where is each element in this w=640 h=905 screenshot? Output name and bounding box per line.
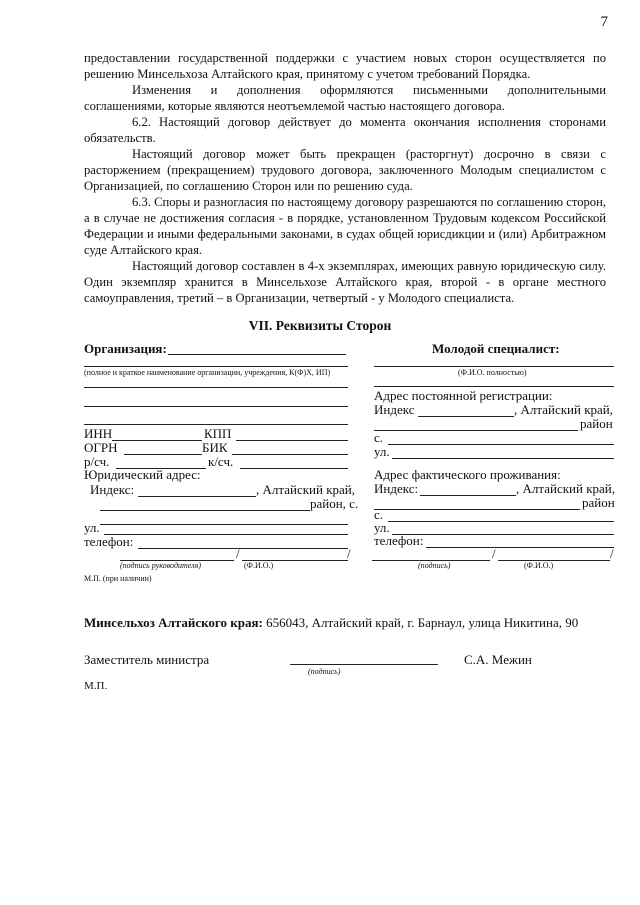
specialist-name-field[interactable]	[374, 386, 614, 387]
ministry-label: Минсельхоз Алтайского края:	[84, 615, 263, 630]
left-region: , Алтайский край,	[256, 482, 355, 497]
right-phone-label: телефон:	[374, 533, 424, 548]
inn-label: ИНН	[84, 426, 113, 441]
stamp-note: М.П. (при наличии)	[84, 574, 152, 583]
ogrn-field[interactable]	[124, 454, 202, 455]
reg-village-field[interactable]	[388, 444, 614, 445]
left-slash: /	[236, 546, 240, 561]
right-phone-field[interactable]	[426, 547, 614, 548]
paragraph: Настоящий договор может быть прекращен (расторгнут) досрочно в связи с расторжением (прекращением) трудового договора, заключенного Молодым специалистом с Организацией, по соглашению Сторон или по решению суда.	[84, 147, 606, 193]
left-phone-label: телефон:	[84, 534, 134, 549]
left-street-field[interactable]	[104, 534, 348, 535]
left-index-label: Индекс:	[90, 482, 135, 497]
legal-address-label: Юридический адрес:	[84, 467, 201, 482]
specialist-name-field[interactable]	[374, 366, 614, 367]
sign-caption: (подпись руководителя)	[120, 561, 201, 570]
minister-signature-field[interactable]	[290, 664, 438, 665]
left-index-field[interactable]	[138, 496, 256, 497]
organization-line[interactable]	[84, 387, 348, 388]
reg-village-label: с.	[374, 430, 384, 445]
left-village-field[interactable]	[100, 524, 348, 525]
reg-district-field[interactable]	[374, 430, 578, 431]
actual-village-field[interactable]	[388, 521, 614, 522]
paragraph: предоставлении государственной поддержки с участием новых сторон осуществляется по решению Минсельхоза Алтайского края, принятому с учетом требований Порядка.	[84, 51, 606, 81]
left-phone-field[interactable]	[138, 548, 348, 549]
reg-region: , Алтайский край,	[514, 402, 613, 417]
ministry-line	[84, 615, 578, 631]
signatory-name: С.А. Межин	[464, 652, 532, 667]
left-slash: /	[347, 546, 351, 561]
reg-index-field[interactable]	[418, 416, 514, 417]
specialist-fio-caption: (Ф.И.О. полностью)	[458, 368, 527, 377]
specialist-fio-caption2: (Ф.И.О.)	[524, 561, 554, 570]
left-street-label: ул.	[84, 520, 100, 535]
bik-field[interactable]	[232, 454, 348, 455]
actual-district-field[interactable]	[374, 509, 580, 510]
actual-index-field[interactable]	[420, 495, 516, 496]
specialist-heading: Молодой специалист:	[432, 341, 560, 356]
organization-line[interactable]	[84, 424, 348, 425]
signatory-position: Заместитель министра	[84, 652, 210, 667]
kpp-label: КПП	[204, 426, 232, 441]
organization-heading: Организация:	[84, 341, 167, 356]
right-slash: /	[610, 546, 614, 561]
left-district-label: район, с.	[310, 496, 359, 511]
left-district-field[interactable]	[100, 510, 310, 511]
contract-text	[84, 50, 606, 306]
actual-region: , Алтайский край,	[516, 481, 615, 496]
ogrn-label: ОГРН	[84, 440, 118, 455]
organization-caption: (полное и краткое наименование организации, учреждения, К(Ф)Х, ИП)	[84, 368, 331, 377]
paragraph: Изменения и дополнения оформляются письменными дополнительными соглашениями, которые являются неотъемлемой частью настоящего договора.	[84, 83, 606, 113]
fio-caption: (Ф.И.О.)	[244, 561, 274, 570]
organization-name-field[interactable]	[84, 366, 348, 367]
reg-street-field[interactable]	[392, 458, 614, 459]
reg-district-label: район	[580, 416, 613, 431]
paragraph: Настоящий договор составлен в 4-х экземплярах, имеющих равную юридическую силу. Один экземпляр хранится в Минсельхозе Алтайского края, второй - в органе местного самоуправления, третий – в Организации, четвертый - у Молодого специалиста.	[84, 259, 606, 305]
specialist-fio-field[interactable]	[498, 560, 610, 561]
section-title: VII. Реквизиты Сторон	[248, 318, 392, 333]
organization-name-field[interactable]	[168, 354, 346, 355]
kpp-field[interactable]	[236, 440, 348, 441]
actual-street-field[interactable]	[392, 534, 614, 535]
rs-label: р/сч.	[84, 454, 110, 469]
reg-address-label: Адрес постоянной регистрации:	[374, 388, 553, 403]
specialist-sign-caption: (подпись)	[418, 561, 451, 570]
actual-address-label: Адрес фактического проживания:	[374, 467, 561, 482]
paragraph: 6.3. Споры и разногласия по настоящему договору разрешаются по соглашению сторон, а в случае не достижения согласия - в порядке, установленном Трудовым кодексом Российской Федерации и иными федеральными законами, в судах общей юрисдикции и (или) Арбитражном суде Алтайского края.	[84, 195, 606, 257]
ministry-stamp-note: М.П.	[84, 680, 108, 692]
actual-village-label: с.	[374, 507, 384, 522]
organization-line[interactable]	[84, 406, 348, 407]
minister-sign-caption: (подпись)	[308, 667, 341, 676]
reg-street-label: ул.	[374, 444, 390, 459]
right-slash: /	[492, 546, 496, 561]
inn-field[interactable]	[112, 440, 202, 441]
paragraph: 6.2. Настоящий договор действует до момента окончания исполнения сторонами обязательств.	[84, 115, 606, 145]
bik-label: БИК	[202, 440, 228, 455]
actual-index-label: Индекс:	[374, 481, 419, 496]
ks-label: к/сч.	[208, 454, 234, 469]
actual-district-label: район	[582, 495, 615, 510]
actual-street-label: ул.	[374, 520, 390, 535]
ministry-address: 656043, Алтайский край, г. Барнаул, улица Никитина, 90	[262, 615, 579, 630]
ks-field[interactable]	[240, 468, 348, 469]
page-number: 7	[600, 14, 608, 30]
reg-index-label: Индекс	[374, 402, 415, 417]
